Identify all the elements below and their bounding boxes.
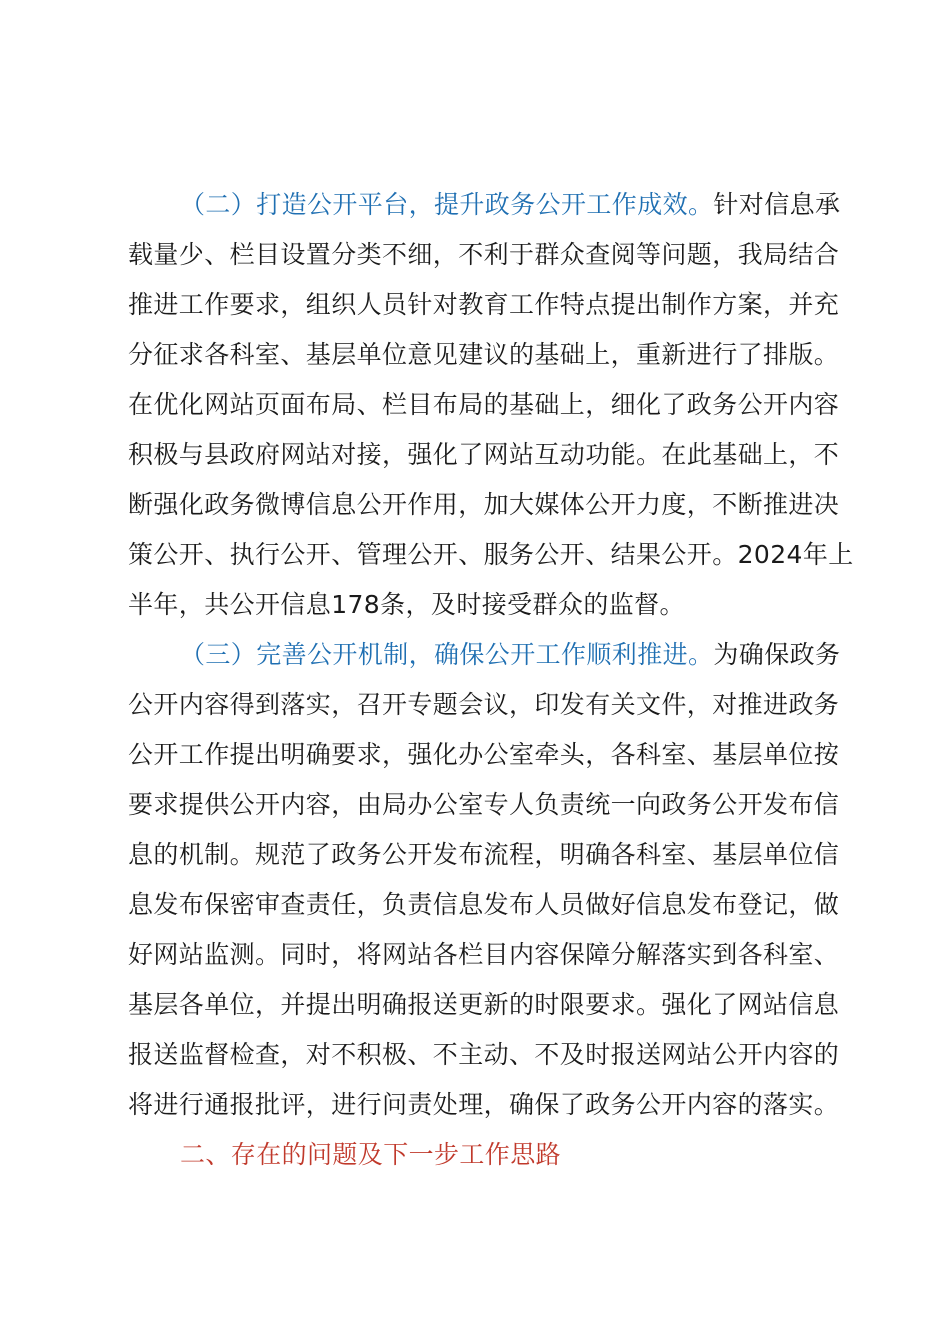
section-3-line-5: 息发布保密审查责任，负责信息发布人员做好信息发布登记，做 — [128, 890, 840, 919]
section-3-heading: （三）完善公开机制，确保公开工作顺利推进。 — [180, 640, 714, 669]
section-2-line-2: 推进工作要求，组织人员针对教育工作特点提出制作方案，并充 — [128, 290, 840, 319]
section-2-line-3: 分征求各科室、基层单位意见建议的基础上，重新进行了排版。 — [128, 340, 840, 369]
section-3-line-1: 公开内容得到落实，召开专题会议，印发有关文件，对推进政务 — [128, 690, 840, 719]
section-3-line-6: 好网站监测。同时，将网站各栏目内容保障分解落实到各科室、 — [128, 940, 840, 969]
section-3-line-3: 要求提供公开内容，由局办公室专人负责统一向政务公开发布信 — [128, 790, 840, 819]
section-2-heading: （二）打造公开平台，提升政务公开工作成效。 — [180, 190, 714, 219]
section-3-line-7: 基层各单位，并提出明确报送更新的时限要求。强化了网站信息 — [128, 990, 840, 1019]
section-3-line-8: 报送监督检查，对不积极、不主动、不及时报送网站公开内容的 — [128, 1040, 840, 1069]
section-2-line-8: 半年，共公开信息178条，及时接受群众的监督。 — [128, 590, 685, 619]
section-2-line-1: 载量少、栏目设置分类不细，不利于群众查阅等问题，我局结合 — [128, 240, 840, 269]
chapter-2-heading: 二、存在的问题及下一步工作思路 — [180, 1140, 562, 1169]
section-2-line-6: 断强化政务微博信息公开作用，加大媒体公开力度，不断推进决 — [128, 490, 840, 519]
section-3-first-line — [0, 630, 950, 680]
section-2-line-0: 针对信息承 — [713, 190, 841, 219]
section-3-line-4: 息的机制。规范了政务公开发布流程，明确各科室、基层单位信 — [128, 840, 840, 869]
section-3-line-2: 公开工作提出明确要求，强化办公室牵头，各科室、基层单位按 — [128, 740, 840, 769]
section-2-first-line — [0, 180, 950, 230]
section-2-line-4: 在优化网站页面布局、栏目布局的基础上，细化了政务公开内容 — [128, 390, 840, 419]
section-3-line-9: 将进行通报批评，进行问责处理，确保了政务公开内容的落实。 — [128, 1090, 840, 1119]
section-2-line-7: 策公开、执行公开、管理公开、服务公开、结果公开。2024年上 — [128, 540, 854, 569]
section-3-line-0: 为确保政务 — [713, 640, 841, 669]
section-2-line-5: 积极与县政府网站对接，强化了网站互动功能。在此基础上，不 — [128, 440, 840, 469]
